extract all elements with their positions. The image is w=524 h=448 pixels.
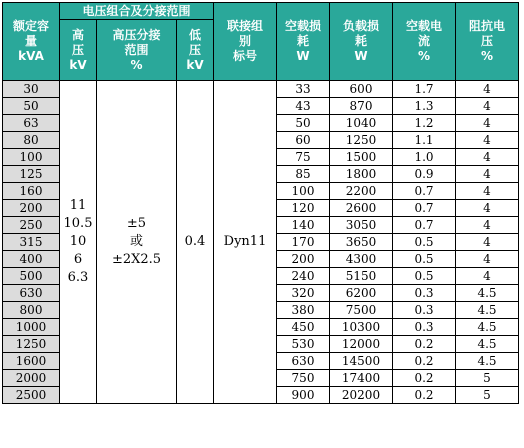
no-load-current-cell: 1.1 xyxy=(393,132,456,149)
no-load-current-cell: 1.2 xyxy=(393,115,456,132)
no-load-loss-cell: 60 xyxy=(277,132,330,149)
header-no-load-loss: 空载损 耗 W xyxy=(277,3,330,81)
capacity-cell: 100 xyxy=(3,149,60,166)
load-loss-cell: 20200 xyxy=(330,387,393,404)
capacity-cell: 250 xyxy=(3,217,60,234)
no-load-current-cell: 0.9 xyxy=(393,166,456,183)
capacity-cell: 2000 xyxy=(3,370,60,387)
header-no-load-current: 空载电 流 % xyxy=(393,3,456,81)
impedance-cell: 4 xyxy=(456,115,519,132)
no-load-current-cell: 0.5 xyxy=(393,234,456,251)
header-voltage-group: 电压组合及分接范围 xyxy=(60,3,214,20)
no-load-current-cell: 0.7 xyxy=(393,183,456,200)
load-loss-cell: 2200 xyxy=(330,183,393,200)
no-load-current-cell: 0.2 xyxy=(393,387,456,404)
capacity-cell: 1250 xyxy=(3,336,60,353)
load-loss-cell: 1800 xyxy=(330,166,393,183)
load-loss-cell: 1500 xyxy=(330,149,393,166)
load-loss-cell: 2600 xyxy=(330,200,393,217)
impedance-cell: 4.5 xyxy=(456,353,519,370)
capacity-cell: 63 xyxy=(3,115,60,132)
no-load-loss-cell: 750 xyxy=(277,370,330,387)
no-load-loss-cell: 530 xyxy=(277,336,330,353)
load-loss-cell: 4300 xyxy=(330,251,393,268)
load-loss-cell: 10300 xyxy=(330,319,393,336)
no-load-current-cell: 0.3 xyxy=(393,302,456,319)
capacity-cell: 2500 xyxy=(3,387,60,404)
no-load-current-cell: 0.2 xyxy=(393,370,456,387)
impedance-cell: 4 xyxy=(456,98,519,115)
load-loss-cell: 6200 xyxy=(330,285,393,302)
impedance-cell: 4 xyxy=(456,234,519,251)
no-load-loss-cell: 43 xyxy=(277,98,330,115)
capacity-cell: 160 xyxy=(3,183,60,200)
impedance-cell: 4 xyxy=(456,166,519,183)
header-impedance-voltage: 阻抗电 压 % xyxy=(456,3,519,81)
impedance-cell: 4 xyxy=(456,149,519,166)
no-load-loss-cell: 140 xyxy=(277,217,330,234)
tap-range-cell: ±5 或 ±2X2.5 xyxy=(97,81,177,404)
capacity-cell: 1600 xyxy=(3,353,60,370)
impedance-cell: 4.5 xyxy=(456,285,519,302)
header-low-voltage: 低 压 kV xyxy=(177,20,214,81)
header-capacity: 额定容 量 kVA xyxy=(3,3,60,81)
no-load-loss-cell: 630 xyxy=(277,353,330,370)
load-loss-cell: 600 xyxy=(330,81,393,98)
no-load-loss-cell: 33 xyxy=(277,81,330,98)
impedance-cell: 4 xyxy=(456,217,519,234)
load-loss-cell: 1250 xyxy=(330,132,393,149)
no-load-loss-cell: 170 xyxy=(277,234,330,251)
impedance-cell: 4.5 xyxy=(456,319,519,336)
no-load-loss-cell: 75 xyxy=(277,149,330,166)
load-loss-cell: 12000 xyxy=(330,336,393,353)
no-load-loss-cell: 50 xyxy=(277,115,330,132)
load-loss-cell: 3650 xyxy=(330,234,393,251)
capacity-cell: 800 xyxy=(3,302,60,319)
no-load-current-cell: 0.2 xyxy=(393,353,456,370)
no-load-current-cell: 0.3 xyxy=(393,319,456,336)
no-load-current-cell: 0.7 xyxy=(393,217,456,234)
no-load-loss-cell: 85 xyxy=(277,166,330,183)
load-loss-cell: 1040 xyxy=(330,115,393,132)
impedance-cell: 4 xyxy=(456,132,519,149)
no-load-loss-cell: 900 xyxy=(277,387,330,404)
capacity-cell: 630 xyxy=(3,285,60,302)
impedance-cell: 5 xyxy=(456,370,519,387)
impedance-cell: 4 xyxy=(456,81,519,98)
capacity-cell: 200 xyxy=(3,200,60,217)
no-load-current-cell: 0.5 xyxy=(393,251,456,268)
capacity-cell: 315 xyxy=(3,234,60,251)
impedance-cell: 4.5 xyxy=(456,302,519,319)
capacity-cell: 125 xyxy=(3,166,60,183)
capacity-cell: 400 xyxy=(3,251,60,268)
header-tap-range: 高压分接 范围 % xyxy=(97,20,177,81)
load-loss-cell: 3050 xyxy=(330,217,393,234)
load-loss-cell: 5150 xyxy=(330,268,393,285)
no-load-loss-cell: 120 xyxy=(277,200,330,217)
transformer-spec-table xyxy=(2,2,519,404)
no-load-current-cell: 0.3 xyxy=(393,285,456,302)
no-load-loss-cell: 380 xyxy=(277,302,330,319)
no-load-loss-cell: 200 xyxy=(277,251,330,268)
no-load-loss-cell: 450 xyxy=(277,319,330,336)
impedance-cell: 4 xyxy=(456,251,519,268)
no-load-current-cell: 1.7 xyxy=(393,81,456,98)
impedance-cell: 4 xyxy=(456,268,519,285)
load-loss-cell: 17400 xyxy=(330,370,393,387)
hv-values-cell: 11 10.5 10 6 6.3 xyxy=(60,81,97,404)
table-row xyxy=(3,81,519,98)
impedance-cell: 4.5 xyxy=(456,336,519,353)
no-load-current-cell: 0.5 xyxy=(393,268,456,285)
capacity-cell: 30 xyxy=(3,81,60,98)
load-loss-cell: 870 xyxy=(330,98,393,115)
no-load-loss-cell: 240 xyxy=(277,268,330,285)
no-load-loss-cell: 320 xyxy=(277,285,330,302)
connection-group-cell: Dyn11 xyxy=(214,81,277,404)
no-load-current-cell: 0.7 xyxy=(393,200,456,217)
header-load-loss: 负载损 耗 W xyxy=(330,3,393,81)
header-high-voltage: 高 压 kV xyxy=(60,20,97,81)
load-loss-cell: 7500 xyxy=(330,302,393,319)
table-body xyxy=(3,81,519,404)
impedance-cell: 5 xyxy=(456,387,519,404)
no-load-current-cell: 1.3 xyxy=(393,98,456,115)
capacity-cell: 50 xyxy=(3,98,60,115)
impedance-cell: 4 xyxy=(456,183,519,200)
capacity-cell: 80 xyxy=(3,132,60,149)
impedance-cell: 4 xyxy=(456,200,519,217)
capacity-cell: 500 xyxy=(3,268,60,285)
load-loss-cell: 14500 xyxy=(330,353,393,370)
lv-value-cell: 0.4 xyxy=(177,81,214,404)
header-connection-group: 联接组 别 标号 xyxy=(214,3,277,81)
no-load-current-cell: 0.2 xyxy=(393,336,456,353)
no-load-loss-cell: 100 xyxy=(277,183,330,200)
no-load-current-cell: 1.0 xyxy=(393,149,456,166)
capacity-cell: 1000 xyxy=(3,319,60,336)
